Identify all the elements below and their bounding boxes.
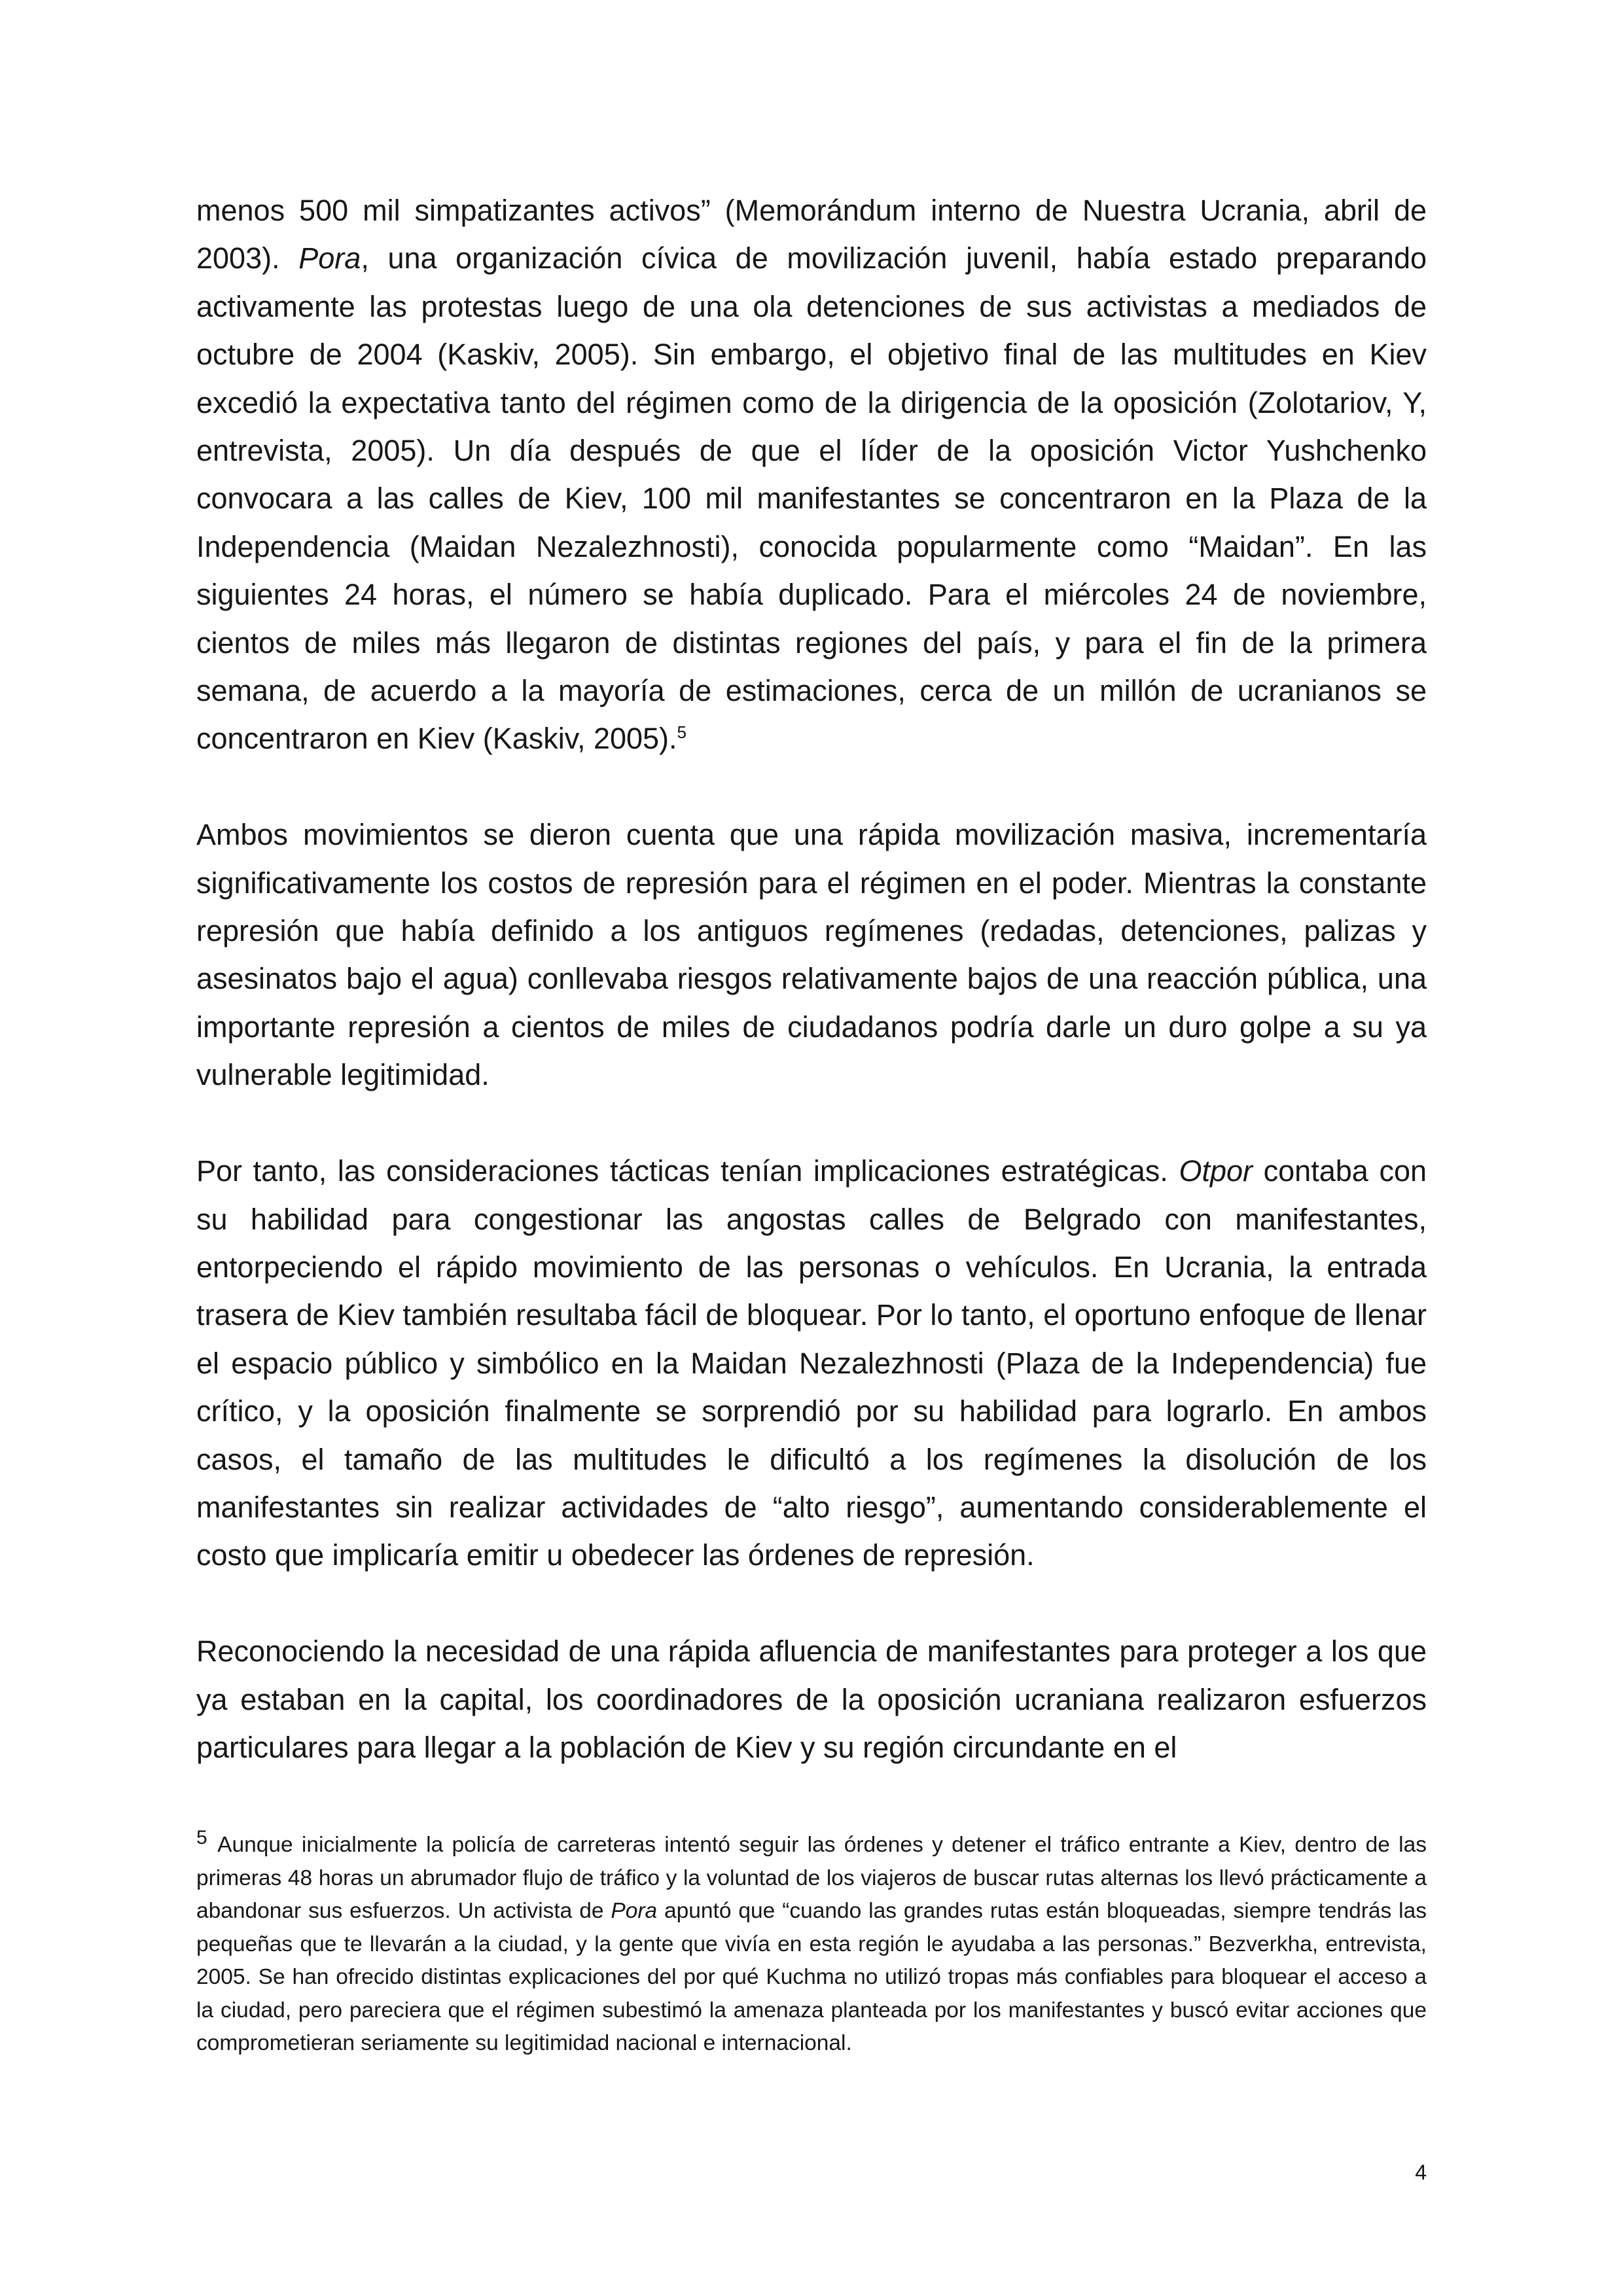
text-segment: menos 500 mil simpatizantes activos” (Memorándum interno de Nuestra Ucrania, abril de 2003). xyxy=(196,194,1427,275)
footnote-number: 5 xyxy=(196,1827,207,1848)
footnote-text-segment: apuntó que “cuando las grandes rutas están bloqueadas, siempre tendrás las pequeñas que te llevarán a la ciudad, y la gente que vivía en esta región le ayudaba a las personas.” Bezverkha, entrevista, 2005. Se han ofrecido distintas explicaciones del por qué Kuchma no utilizó tropas más confiables para bloquear el acceso a la ciudad, pero pareciera que el régimen subestimó la amenaza planteada por los manifestantes y buscó evitar acciones que comprometieran seriamente su legitimidad nacional e internacional. xyxy=(196,1899,1427,2055)
footnote-italic-term-pora: Pora xyxy=(611,1899,658,1923)
italic-term-otpor: Otpor xyxy=(1179,1154,1253,1188)
paragraph-1 xyxy=(196,186,1427,763)
text-segment: , una organización cívica de movilización juvenil, había estado preparando activamente las protestas luego de una ola detenciones de sus activistas a mediados de octubre de 2004 (Kaskiv, 2005). Sin embargo, el objetivo final de las multitudes en Kiev excedió la expectativa tanto del régimen como de la dirigencia de la oposición (Zolotariov, Y, entrevista, 2005). Un día después de que el líder de la oposición Victor Yushchenko convocara a las calles de Kiev, 100 mil manifestantes se concentraron en la Plaza de la Independencia (Maidan Nezalezhnosti), conocida popularmente como “Maidan”. En las siguientes 24 horas, el número se había duplicado. Para el miércoles 24 de noviembre, cientos de miles más llegaron de distintas regiones del país, y para el fin de la primera semana, de acuerdo a la mayoría de estimaciones, cerca de un millón de ucranianos se concentraron en Kiev (Kaskiv, 2005). xyxy=(196,241,1427,756)
italic-term-pora: Pora xyxy=(298,241,361,275)
page-number: 4 xyxy=(1415,2161,1427,2184)
footnote xyxy=(196,1829,1427,2060)
footnote-reference[interactable]: 5 xyxy=(677,722,687,743)
text-segment: Por tanto, las consideraciones tácticas tenían implicaciones estratégicas. xyxy=(196,1154,1179,1188)
paragraph-3 xyxy=(196,1147,1427,1580)
paragraph-2 xyxy=(196,811,1427,1099)
paragraph-4 xyxy=(196,1627,1427,1771)
footnote-text-segment: Aunque inicialmente la policía de carreteras intentó seguir las órdenes y detener el tráfico entrante a Kiev, dentro de las primeras 48 horas un abrumador flujo de tráfico y la voluntad de los viajeros de buscar rutas alternas los llevó prácticamente a abandonar sus esfuerzos. Un activista de xyxy=(196,1833,1427,1923)
body-text xyxy=(196,186,1427,1771)
text-segment: Reconociendo la necesidad de una rápida afluencia de manifestantes para proteger a los que ya estaban en la capital, los coordinadores de la oposición ucraniana realizaron esfuerzos particulares para llegar a la población de Kiev y su región circundante en el xyxy=(196,1634,1427,1764)
text-segment: contaba con su habilidad para congestionar las angostas calles de Belgrado con manifestantes, entorpeciendo el rápido movimiento de las personas o vehículos. En Ucrania, la entrada trasera de Kiev también resultaba fácil de bloquear. Por lo tanto, el oportuno enfoque de llenar el espacio público y simbólico en la Maidan Nezalezhnosti (Plaza de la Independencia) fue crítico, y la oposición finalmente se sorprendió por su habilidad para lograrlo. En ambos casos, el tamaño de las multitudes le dificultó a los regímenes la disolución de los manifestantes sin realizar actividades de “alto riesgo”, aumentando considerablemente el costo que implicaría emitir u obedecer las órdenes de represión. xyxy=(196,1154,1427,1572)
text-segment: Ambos movimientos se dieron cuenta que una rápida movilización masiva, incrementaría significativamente los costos de represión para el régimen en el poder. Mientras la constante represión que había definido a los antiguos regímenes (redadas, detenciones, palizas y asesinatos bajo el agua) conllevaba riesgos relativamente bajos de una reacción pública, una importante represión a cientos de miles de ciudadanos podría darle un duro golpe a su ya vulnerable legitimidad. xyxy=(196,818,1427,1092)
